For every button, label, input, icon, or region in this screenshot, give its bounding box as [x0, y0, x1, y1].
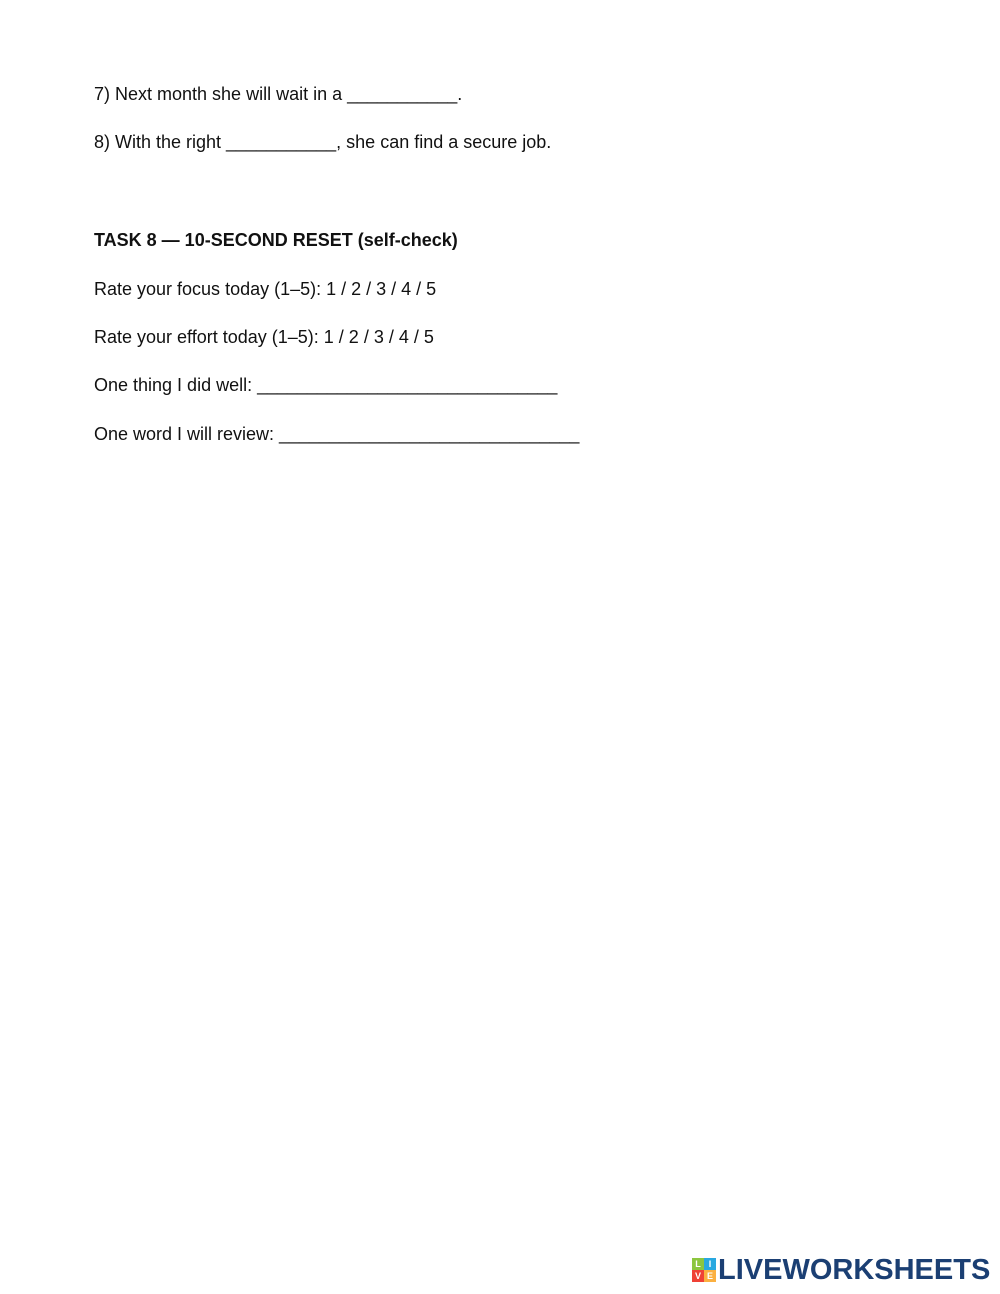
logo-mark-letter-e: E: [704, 1270, 716, 1282]
focus-rating: Rate your focus today (1–5): 1 / 2 / 3 / 4 / 5: [94, 279, 437, 299]
logo-mark-letter-i: I: [704, 1258, 716, 1270]
liveworksheets-logo: [692, 1254, 990, 1286]
logo-mark-letter-l: L: [692, 1258, 704, 1270]
did-well-prompt: One thing I did well: ______________________________: [94, 375, 558, 395]
effort-rating: Rate your effort today (1–5): 1 / 2 / 3 / 4 / 5: [94, 327, 434, 347]
logo-mark-letter-v: V: [692, 1270, 704, 1282]
logo-mark-icon: [692, 1258, 716, 1282]
word-review-prompt: One word I will review: ______________________________: [94, 424, 580, 444]
question-8: 8) With the right ___________, she can find a secure job.: [94, 132, 552, 152]
logo-text: LIVEWORKSHEETS: [718, 1254, 991, 1286]
task-8-heading: TASK 8 — 10-SECOND RESET (self-check): [94, 230, 458, 250]
question-7: 7) Next month she will wait in a ___________.: [94, 84, 463, 104]
